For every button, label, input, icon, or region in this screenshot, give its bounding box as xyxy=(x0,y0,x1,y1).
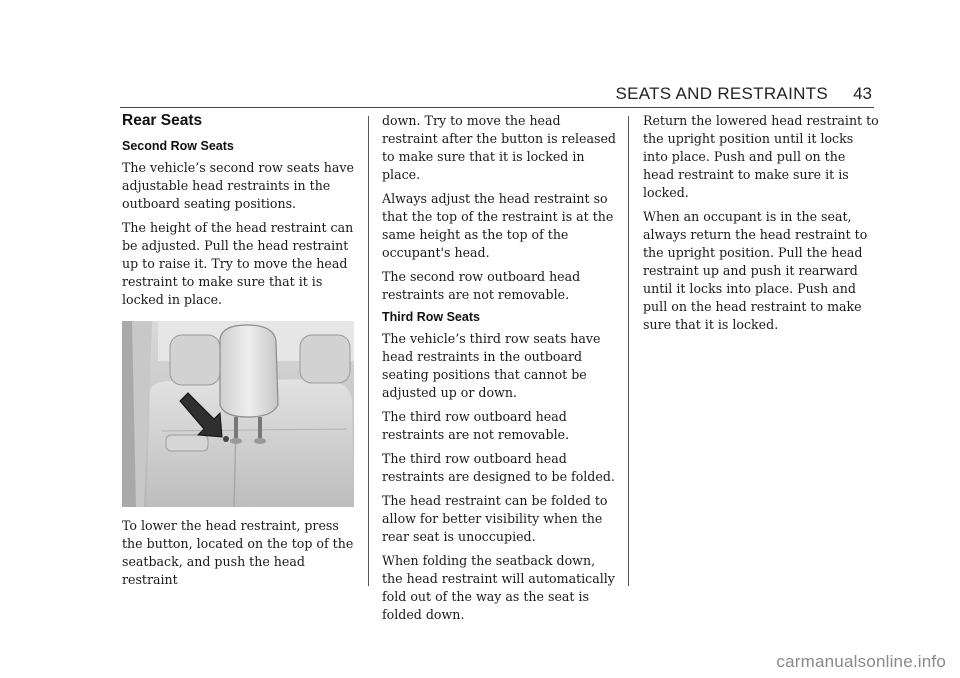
third-row-seats-heading: Third Row Seats xyxy=(382,310,480,324)
paragraph: To lower the head restraint, press the button, located on the top of the seatback, and push the head restraint xyxy=(122,518,354,587)
paragraph: When folding the seatback down, the head restraint will automatically fold out of the way as the seat is folded down. xyxy=(382,553,615,622)
paragraph: The third row outboard head restraints are not removable. xyxy=(382,409,570,442)
second-row-seats-heading: Second Row Seats xyxy=(122,139,234,153)
header-rule xyxy=(120,107,874,108)
paragraph: Return the lowered head restraint to the upright position until it locks into place. Push and pull on the head restraint to make sure it is locked. xyxy=(643,113,879,200)
paragraph: Always adjust the head restraint so that the top of the restraint is at the same height as the top of the occupant's head. xyxy=(382,191,614,260)
column-divider-1 xyxy=(368,116,369,586)
watermark-link[interactable]: carmanualsonline.info xyxy=(776,652,946,671)
paragraph: The third row outboard head restraints are designed to be folded. xyxy=(382,451,615,484)
section-title: SEATS AND RESTRAINTS xyxy=(615,84,828,103)
rear-seats-heading: Rear Seats xyxy=(122,112,203,129)
column-2 xyxy=(382,112,618,630)
paragraph: The vehicle’s third row seats have head restraints in the outboard seating positions that cannot be adjusted up or down. xyxy=(382,331,601,400)
paragraph: The vehicle’s second row seats have adjustable head restraints in the outboard seating positions. xyxy=(122,160,354,211)
page-number: 43 xyxy=(853,84,872,103)
paragraph: down. Try to move the head restraint after the button is released to make sure that it is locked in place. xyxy=(382,113,616,182)
paragraph: The height of the head restraint can be adjusted. Pull the head restraint up to raise it. Try to move the head restraint to make sure that it is locked in place. xyxy=(122,220,354,307)
page-header xyxy=(0,84,960,108)
column-3 xyxy=(643,112,879,340)
column-divider-2 xyxy=(628,116,629,586)
paragraph: The head restraint can be folded to allow for better visibility when the rear seat is unoccupied. xyxy=(382,493,608,544)
column-1 xyxy=(122,112,358,595)
paragraph: The second row outboard head restraints are not removable. xyxy=(382,269,581,302)
head-restraint-photo xyxy=(122,321,354,507)
paragraph: When an occupant is in the seat, always return the head restraint to the upright position. Pull the head restraint up and push it rearward until it locks into place. Push and pull on the head restraint to make sure that it is locked. xyxy=(643,209,868,332)
